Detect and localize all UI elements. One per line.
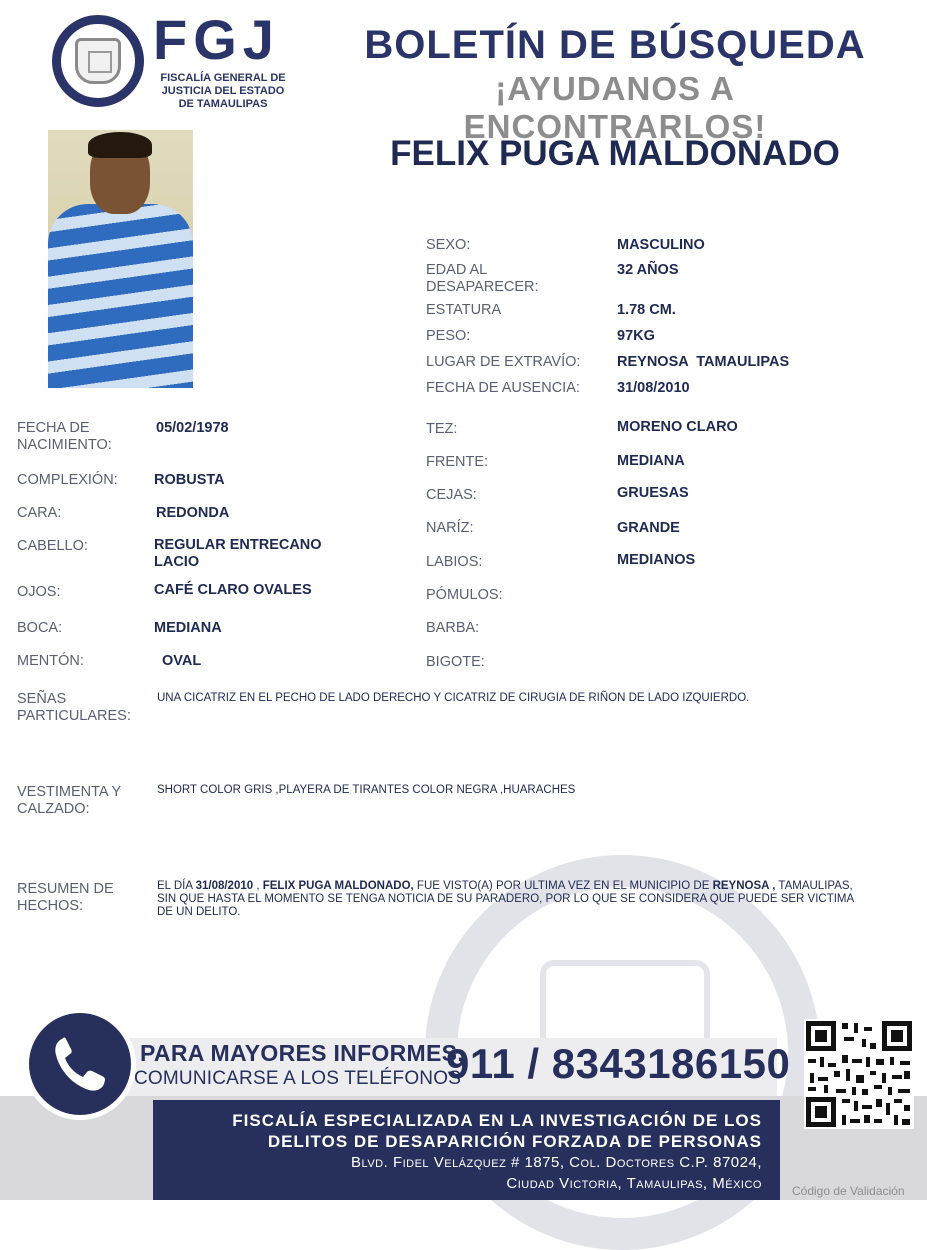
nariz-value: GRANDE bbox=[617, 520, 680, 536]
boca-value: MEDIANA bbox=[154, 620, 222, 636]
cejas-label: CEJAS: bbox=[426, 487, 477, 503]
resumen-label: RESUMEN DE HECHOS: bbox=[17, 881, 114, 914]
complexion-label: COMPLEXIÓN: bbox=[17, 472, 118, 488]
lugar-label: LUGAR DE EXTRAVÍO: bbox=[426, 354, 581, 370]
contact-phones[interactable]: 911 / 8343186150 bbox=[446, 1040, 791, 1087]
fgj-seal-icon bbox=[52, 15, 144, 107]
labios-value: MEDIANOS bbox=[617, 552, 696, 568]
sexo-label: SEXO: bbox=[426, 237, 471, 253]
complexion-value: ROBUSTA bbox=[154, 472, 225, 488]
cejas-value: GRUESAS bbox=[617, 485, 689, 501]
barba-label: BARBA: bbox=[426, 620, 480, 636]
vestimenta-value: SHORT COLOR GRIS ,PLAYERA DE TIRANTES COLOR NEGRA ,HUARACHES bbox=[157, 784, 576, 796]
peso-value: 97KG bbox=[617, 328, 655, 344]
labios-label: LABIOS: bbox=[426, 554, 483, 570]
contact-line-2: COMUNICARSE A LOS TELÉFONOS bbox=[134, 1068, 462, 1089]
frente-value: MEDIANA bbox=[617, 453, 685, 469]
pomulos-label: PÓMULOS: bbox=[426, 587, 503, 603]
menton-label: MENTÓN: bbox=[17, 653, 84, 669]
ojos-value: CAFÉ CLARO OVALES bbox=[154, 582, 312, 598]
estatura-value: 1.78 CM. bbox=[617, 302, 676, 318]
lugar-value: REYNOSA TAMAULIPAS bbox=[617, 354, 790, 370]
ojos-label: OJOS: bbox=[17, 584, 61, 600]
frente-label: FRENTE: bbox=[426, 454, 489, 470]
peso-label: PESO: bbox=[426, 328, 471, 344]
validation-caption: Código de Validación bbox=[792, 1184, 905, 1198]
bulletin-subtitle: ¡AYUDANOS A ENCONTRARLOS! bbox=[463, 70, 767, 145]
contact-line-1: PARA MAYORES INFORMES, bbox=[140, 1040, 464, 1066]
tez-label: TEZ: bbox=[426, 421, 458, 437]
sexo-value: MASCULINO bbox=[617, 237, 705, 253]
bulletin-title: BOLETÍN DE BÚSQUEDA bbox=[364, 23, 866, 67]
office-name: FISCALÍA ESPECIALIZADA EN LA INVESTIGACIÓN DE LOS DELITOS DE DESAPARICIÓN FORZADA DE PERSONAS bbox=[232, 1111, 762, 1151]
cabello-label: CABELLO: bbox=[17, 538, 88, 554]
cara-value: REDONDA bbox=[156, 505, 230, 521]
fecha-ausencia-value: 31/08/2010 bbox=[617, 380, 690, 396]
person-photo bbox=[48, 130, 193, 388]
fecha-ausencia-label: FECHA DE AUSENCIA: bbox=[426, 380, 580, 396]
person-name: FELIX PUGA MALDONADO bbox=[390, 134, 840, 173]
bigote-label: BIGOTE: bbox=[426, 654, 485, 670]
qr-code-icon[interactable] bbox=[804, 1019, 914, 1129]
menton-value: OVAL bbox=[162, 653, 202, 669]
cara-label: CARA: bbox=[17, 505, 62, 521]
cabello-value: REGULAR ENTRECANO LACIO bbox=[154, 537, 322, 570]
nacimiento-label: FECHA DE NACIMIENTO: bbox=[17, 420, 112, 453]
phone-icon bbox=[24, 1008, 136, 1120]
resumen-value: EL DÍA 31/08/2010 , FELIX PUGA MALDONADO, FUE VISTO(A) POR ULTIMA VEZ EN EL MUNICIPIO DE REYNOSA , TAMAULIPAS, SIN QUE HASTA EL MOMENTO SE TENGA NOTICIA DE SU PARADERO, POR LO QUE SE CONSIDERA QUE PUEDE SER VICTIMA DE UN DELITO. bbox=[157, 880, 854, 918]
nacimiento-value: 05/02/1978 bbox=[156, 420, 229, 436]
estatura-label: ESTATURA bbox=[426, 302, 502, 318]
edad-label: EDAD AL DESAPARECER: bbox=[426, 262, 539, 295]
logo-subtitle: FISCALÍA GENERAL DE JUSTICIA DEL ESTADO DE TAMAULIPAS bbox=[160, 72, 286, 110]
vestimenta-label: VESTIMENTA Y CALZADO: bbox=[17, 784, 122, 817]
logo-acronym: FGJ bbox=[153, 8, 280, 71]
tez-value: MORENO CLARO bbox=[617, 419, 738, 435]
senas-value: UNA CICATRIZ EN EL PECHO DE LADO DERECHO Y CICATRIZ DE CIRUGIA DE RIÑON DE LADO IZQUIERDO. bbox=[157, 692, 750, 704]
nariz-label: NARÍZ: bbox=[426, 520, 474, 536]
boca-label: BOCA: bbox=[17, 620, 63, 636]
edad-value: 32 AÑOS bbox=[617, 262, 679, 278]
office-address: Blvd. Fidel Velázquez # 1875, Col. Doctores C.P. 87024, Ciudad Victoria, Tamaulipas, México bbox=[351, 1154, 762, 1192]
senas-label: SEÑAS PARTICULARES: bbox=[17, 691, 131, 724]
